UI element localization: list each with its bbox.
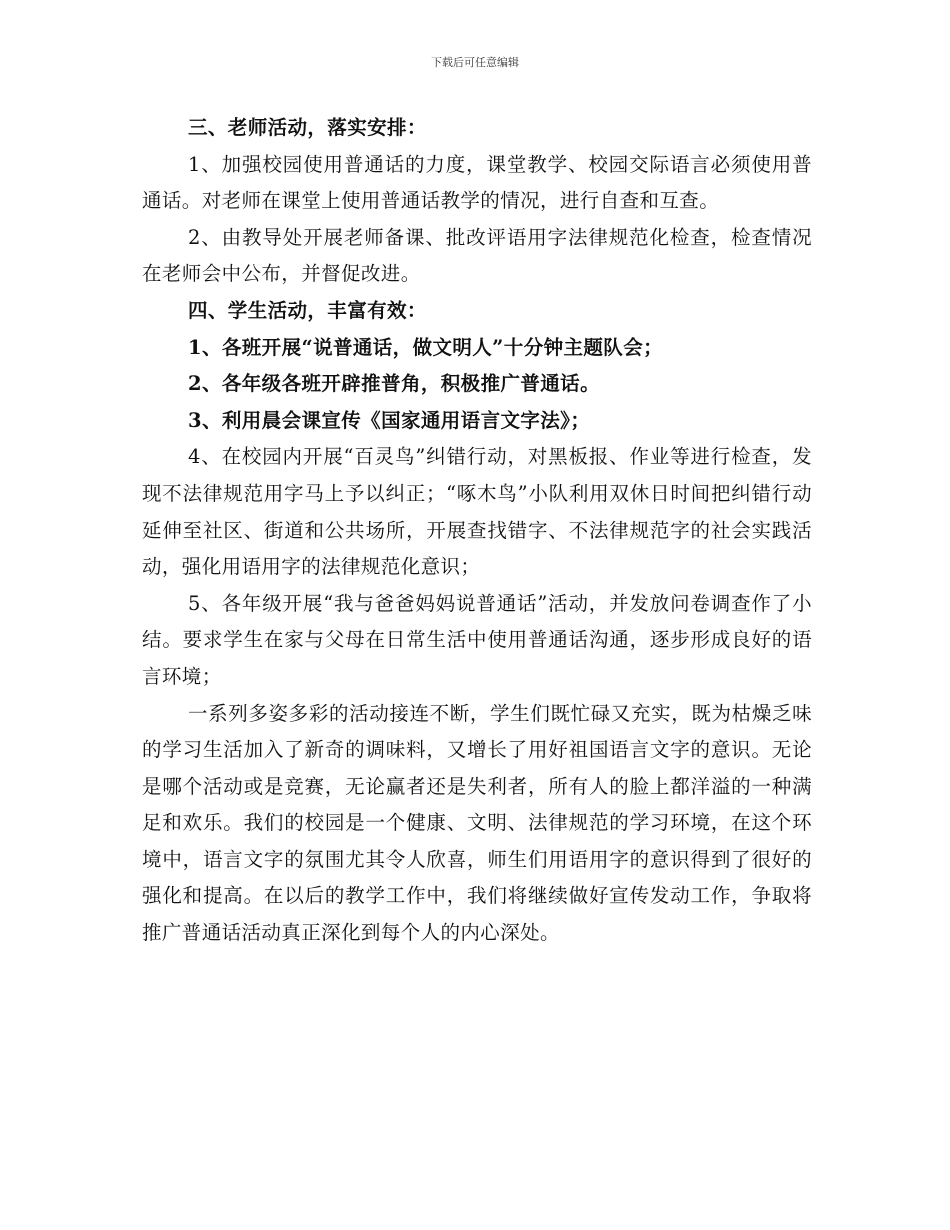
page-header: 下载后可任意编辑 bbox=[431, 56, 519, 69]
paragraph-item-2: 2、由教导处开展老师备课、批改评语用字法律规范化检查，检查情况在老师会中公布，并督促改进。 bbox=[142, 225, 812, 286]
summary-paragraph: 一系列多姿多彩的活动接连不断，学生们既忙碌又充实，既为枯燥乏味的学习生活加入了新奇的调味料，又增长了用好祖国语言文字的意识。无论是哪个活动或是竞赛，无论赢者还是失利者，所有人的脸上都洋溢的一种满足和欢乐。我们的校园是一个健康、文明、法律规范的学习环境，在这个环境中，语言文字的氛围尤其令人欣喜，师生们用语用字的意识得到了很好的强化和提高。在以后的教学工作中，我们将继续做好宣传发动工作，争取将推广普通话活动真正深化到每个人的内心深处。 bbox=[142, 701, 812, 945]
student-item-4: 4、在校园内开展“百灵鸟”纠错行动，对黑板报、作业等进行检查，发现不法律规范用字马上予以纠正；“啄木鸟”小队利用双休日时间把纠错行动延伸至社区、街道和公共场所，开展查找错字、不法律规范字的社会实践活动，强化用语用字的法律规范化意识； bbox=[142, 445, 812, 579]
student-item-5: 5、各年级开展“我与爸爸妈妈说普通话”活动，并发放问卷调查作了小结。要求学生在家与父母在日常生活中使用普通话沟通，逐步形成良好的语言环境； bbox=[142, 591, 812, 688]
document-body bbox=[142, 110, 812, 952]
paragraph-item-1: 1、加强校园使用普通话的力度，课堂教学、校园交际语言必须使用普通话。对老师在课堂上使用普通话教学的情况，进行自查和互查。 bbox=[142, 152, 812, 213]
student-item-3: 3、利用晨会课宣传《国家通用语言文字法》； bbox=[188, 408, 591, 432]
section-heading-teacher-activities: 三、老师活动，落实安排： bbox=[188, 116, 427, 139]
section-heading-student-activities: 四、学生活动，丰富有效： bbox=[188, 298, 427, 322]
student-item-1: 1、各班开展“说普通话，做文明人”十分钟主题队会； bbox=[188, 335, 664, 359]
student-item-2: 2、各年级各班开辟推普角，积极推广普通话。 bbox=[188, 372, 600, 396]
